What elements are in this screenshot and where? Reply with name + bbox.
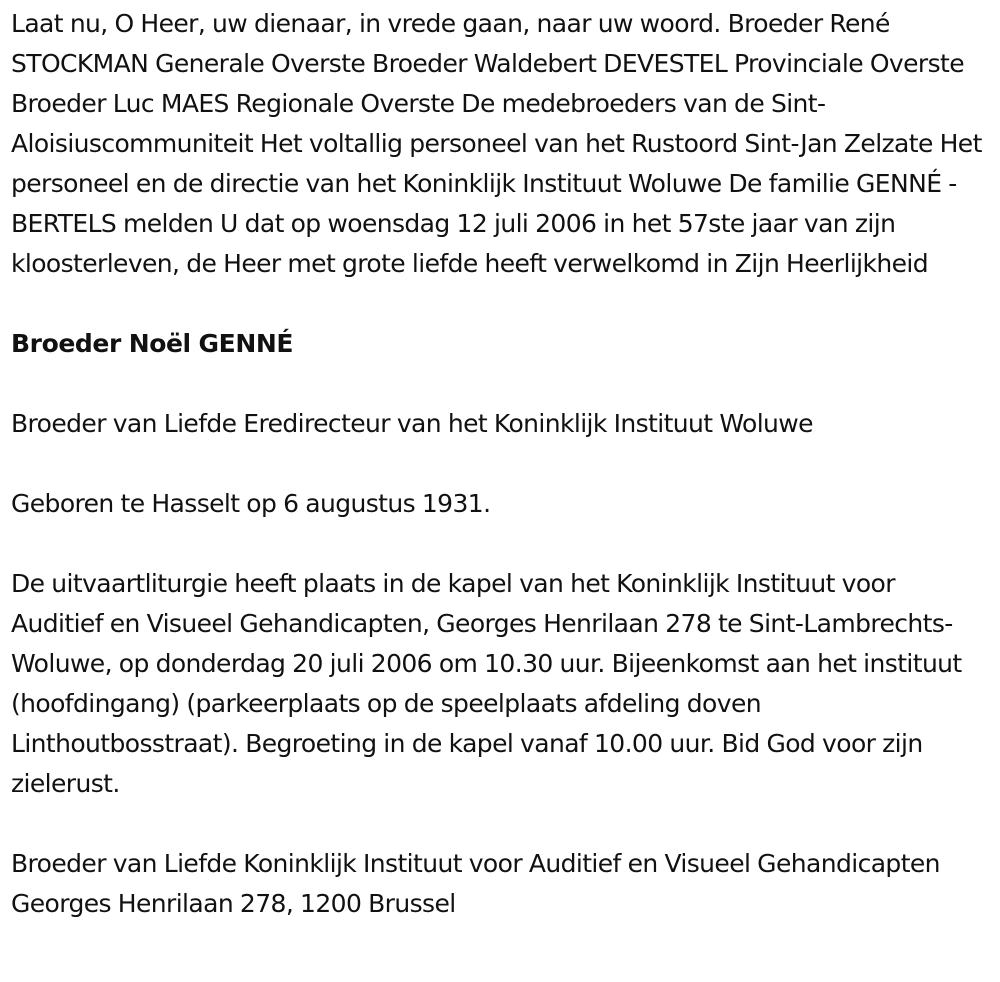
address-paragraph: Broeder van Liefde Koninklijk Instituut voor Auditief en Visueel Gehandicapten Georges Henrilaan 278, 1200 Brussel: [11, 849, 940, 918]
deceased-name: Broeder Noël GENNÉ: [11, 329, 294, 358]
funeral-paragraph: De uitvaartliturgie heeft plaats in de kapel van het Koninklijk Instituut voor Auditief en Visueel Gehandicapten, Georges Henrilaan 278 te Sint-Lambrechts-Woluwe, op donderdag 20 juli 2006 om 10.30 uur. Bijeenkomst aan het instituut (hoofdingang) (parkeerplaats op de speelplaats afdeling doven Linthoutbosstraat). Begroeting in de kapel vanaf 10.00 uur. Bid God voor zijn zielerust.: [11, 569, 962, 798]
title-paragraph: Broeder van Liefde Eredirecteur van het Koninklijk Instituut Woluwe: [11, 409, 813, 438]
obituary-notice: [11, 4, 991, 924]
birth-paragraph: Geboren te Hasselt op 6 augustus 1931.: [11, 489, 491, 518]
intro-paragraph: Laat nu, O Heer, uw dienaar, in vrede gaan, naar uw woord. Broeder René STOCKMAN Generale Overste Broeder Waldebert DEVESTEL Provinciale Overste Broeder Luc MAES Regionale Overste De medebroeders van de Sint-Aloisiuscommuniteit Het voltallig personeel van het Rustoord Sint-Jan Zelzate Het personeel en de directie van het Koninklijk Instituut Woluwe De familie GENNÉ - BERTELS melden U dat op woensdag 12 juli 2006 in het 57ste jaar van zijn kloosterleven, de Heer met grote liefde heeft verwelkomd in Zijn Heerlijkheid: [11, 9, 982, 278]
